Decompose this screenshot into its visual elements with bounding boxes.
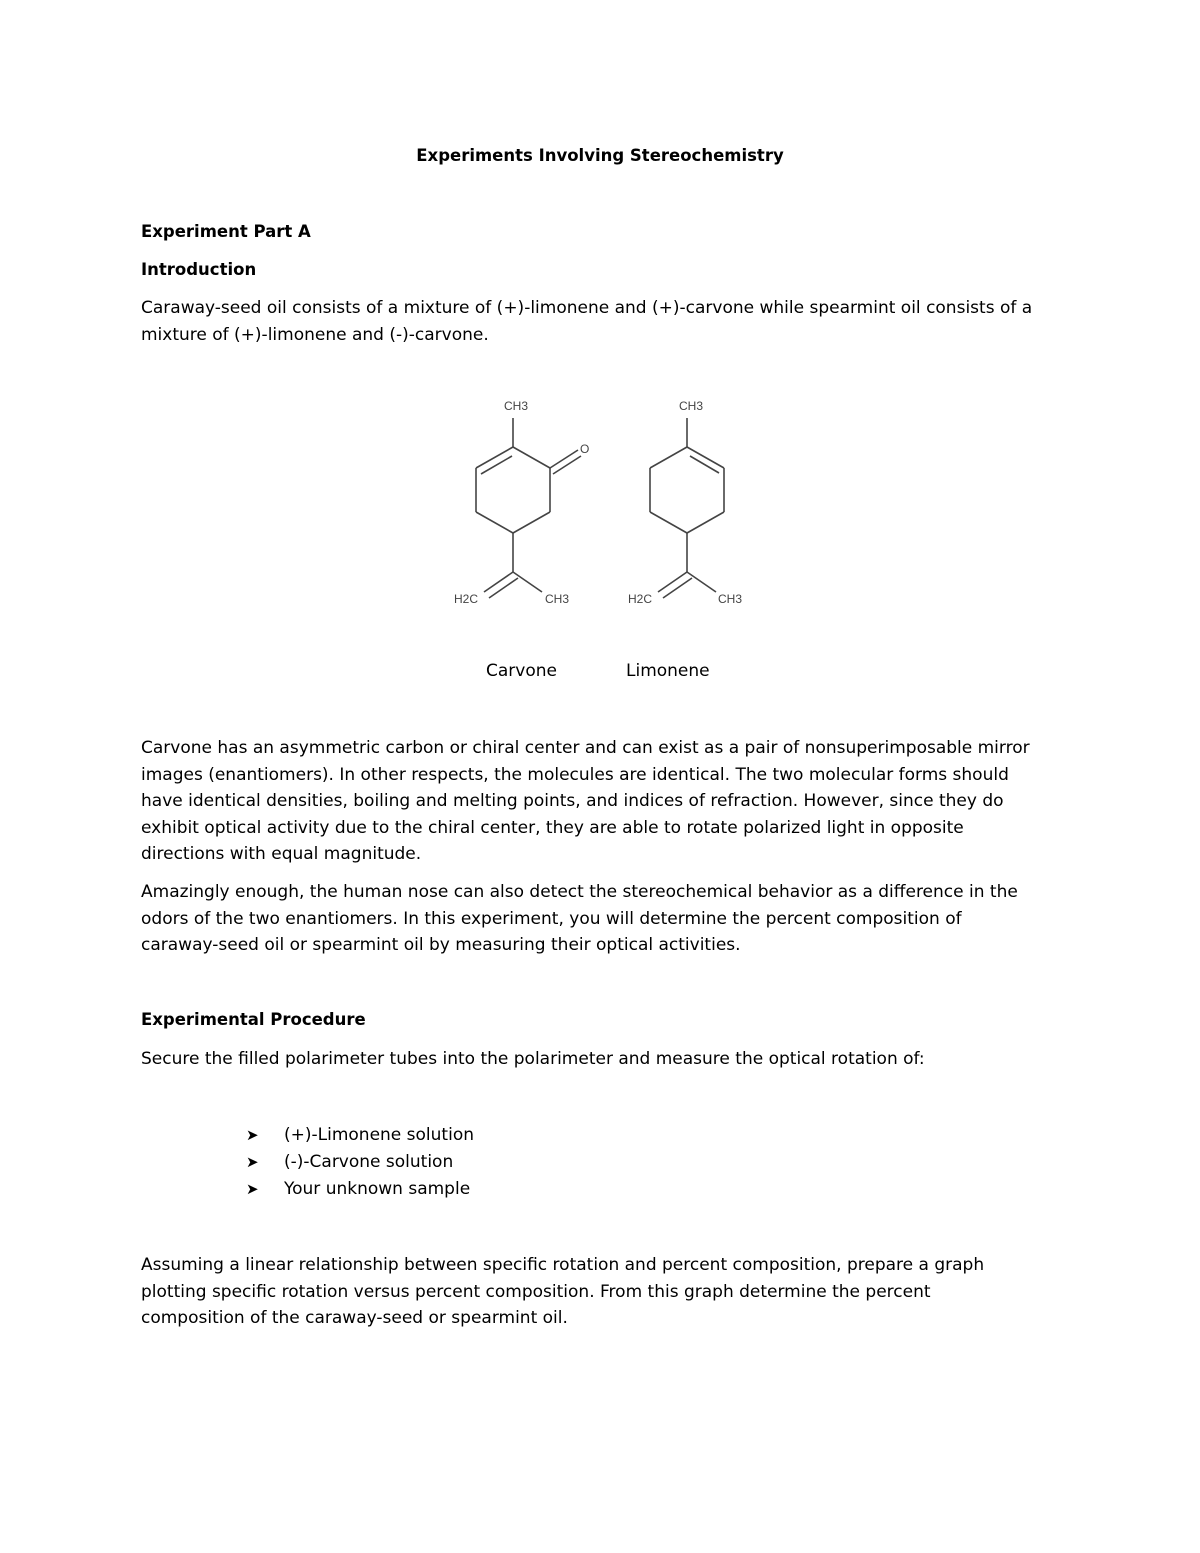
measurement-list bbox=[246, 1122, 474, 1203]
carvone-ch3-right-label: CH3 bbox=[545, 592, 570, 606]
odor-paragraph bbox=[141, 879, 1061, 959]
part-heading: Experiment Part A bbox=[141, 222, 311, 241]
paragraph-line: images (enantiomers). In other respects, the molecules are identical. The two molecular forms should bbox=[141, 764, 1009, 785]
carvone-h2c-label: H2C bbox=[454, 592, 479, 606]
paragraph-line: Amazingly enough, the human nose can also detect the stereochemical behavior as a difference in the bbox=[141, 882, 1018, 902]
page-title: Experiments Involving Stereochemistry bbox=[416, 146, 784, 165]
paragraph-line: plotting specific rotation versus percent composition. From this graph determine the percent bbox=[141, 1281, 931, 1302]
paragraph-line: Assuming a linear relationship between specific rotation and percent composition, prepare a graph bbox=[141, 1255, 985, 1275]
arrow-bullet-icon: ➤ bbox=[246, 1180, 259, 1198]
carvone-oxygen-label: O bbox=[580, 442, 590, 456]
paragraph-line: caraway-seed oil or spearmint oil by measuring their optical activities. bbox=[141, 935, 741, 955]
intro-line: Caraway-seed oil consists of a mixture of (+)-limonene and (+)-carvone while spearmint oil consists of a bbox=[141, 298, 1033, 318]
paragraph-line: exhibit optical activity due to the chiral center, they are able to rotate polarized light in opposite bbox=[141, 817, 964, 838]
paragraph-line: composition of the caraway-seed or spearmint oil. bbox=[141, 1308, 568, 1328]
list-item bbox=[246, 1176, 474, 1203]
limonene-ch3-right-label: CH3 bbox=[718, 592, 743, 606]
list-item-text: (-)-Carvone solution bbox=[284, 1152, 454, 1172]
intro-heading: Introduction bbox=[141, 260, 257, 279]
list-item bbox=[246, 1149, 474, 1176]
intro-paragraph bbox=[141, 295, 1061, 348]
paragraph-line: odors of the two enantiomers. In this experiment, you will determine the percent composition of bbox=[141, 908, 962, 929]
limonene-h2c-label: H2C bbox=[628, 592, 653, 606]
molecule-structures bbox=[440, 390, 760, 620]
list-item-text: (+)-Limonene solution bbox=[284, 1125, 474, 1145]
paragraph-line: directions with equal magnitude. bbox=[141, 844, 422, 864]
graph-instructions-paragraph bbox=[141, 1252, 1061, 1332]
procedure-heading: Experimental Procedure bbox=[141, 1010, 366, 1029]
paragraph-line: have identical densities, boiling and melting points, and indices of refraction. However, since they do bbox=[141, 791, 1004, 811]
carvone-ch3-top-label: CH3 bbox=[504, 399, 529, 413]
arrow-bullet-icon: ➤ bbox=[246, 1153, 259, 1171]
list-item-text: Your unknown sample bbox=[284, 1179, 471, 1199]
limonene-ch3-top-label: CH3 bbox=[679, 399, 704, 413]
chirality-paragraph bbox=[141, 735, 1061, 868]
list-item bbox=[246, 1122, 474, 1149]
limonene-structure bbox=[650, 418, 724, 598]
intro-line: mixture of (+)-limonene and (-)-carvone. bbox=[141, 324, 489, 345]
paragraph-line: Carvone has an asymmetric carbon or chiral center and can exist as a pair of nonsuperimposable mirror bbox=[141, 738, 1030, 758]
carvone-structure bbox=[476, 418, 581, 598]
arrow-bullet-icon: ➤ bbox=[246, 1126, 259, 1144]
carvone-caption: Carvone bbox=[486, 661, 557, 681]
limonene-caption: Limonene bbox=[626, 661, 710, 681]
procedure-text: Secure the filled polarimeter tubes into the polarimeter and measure the optical rotation of: bbox=[141, 1049, 925, 1069]
